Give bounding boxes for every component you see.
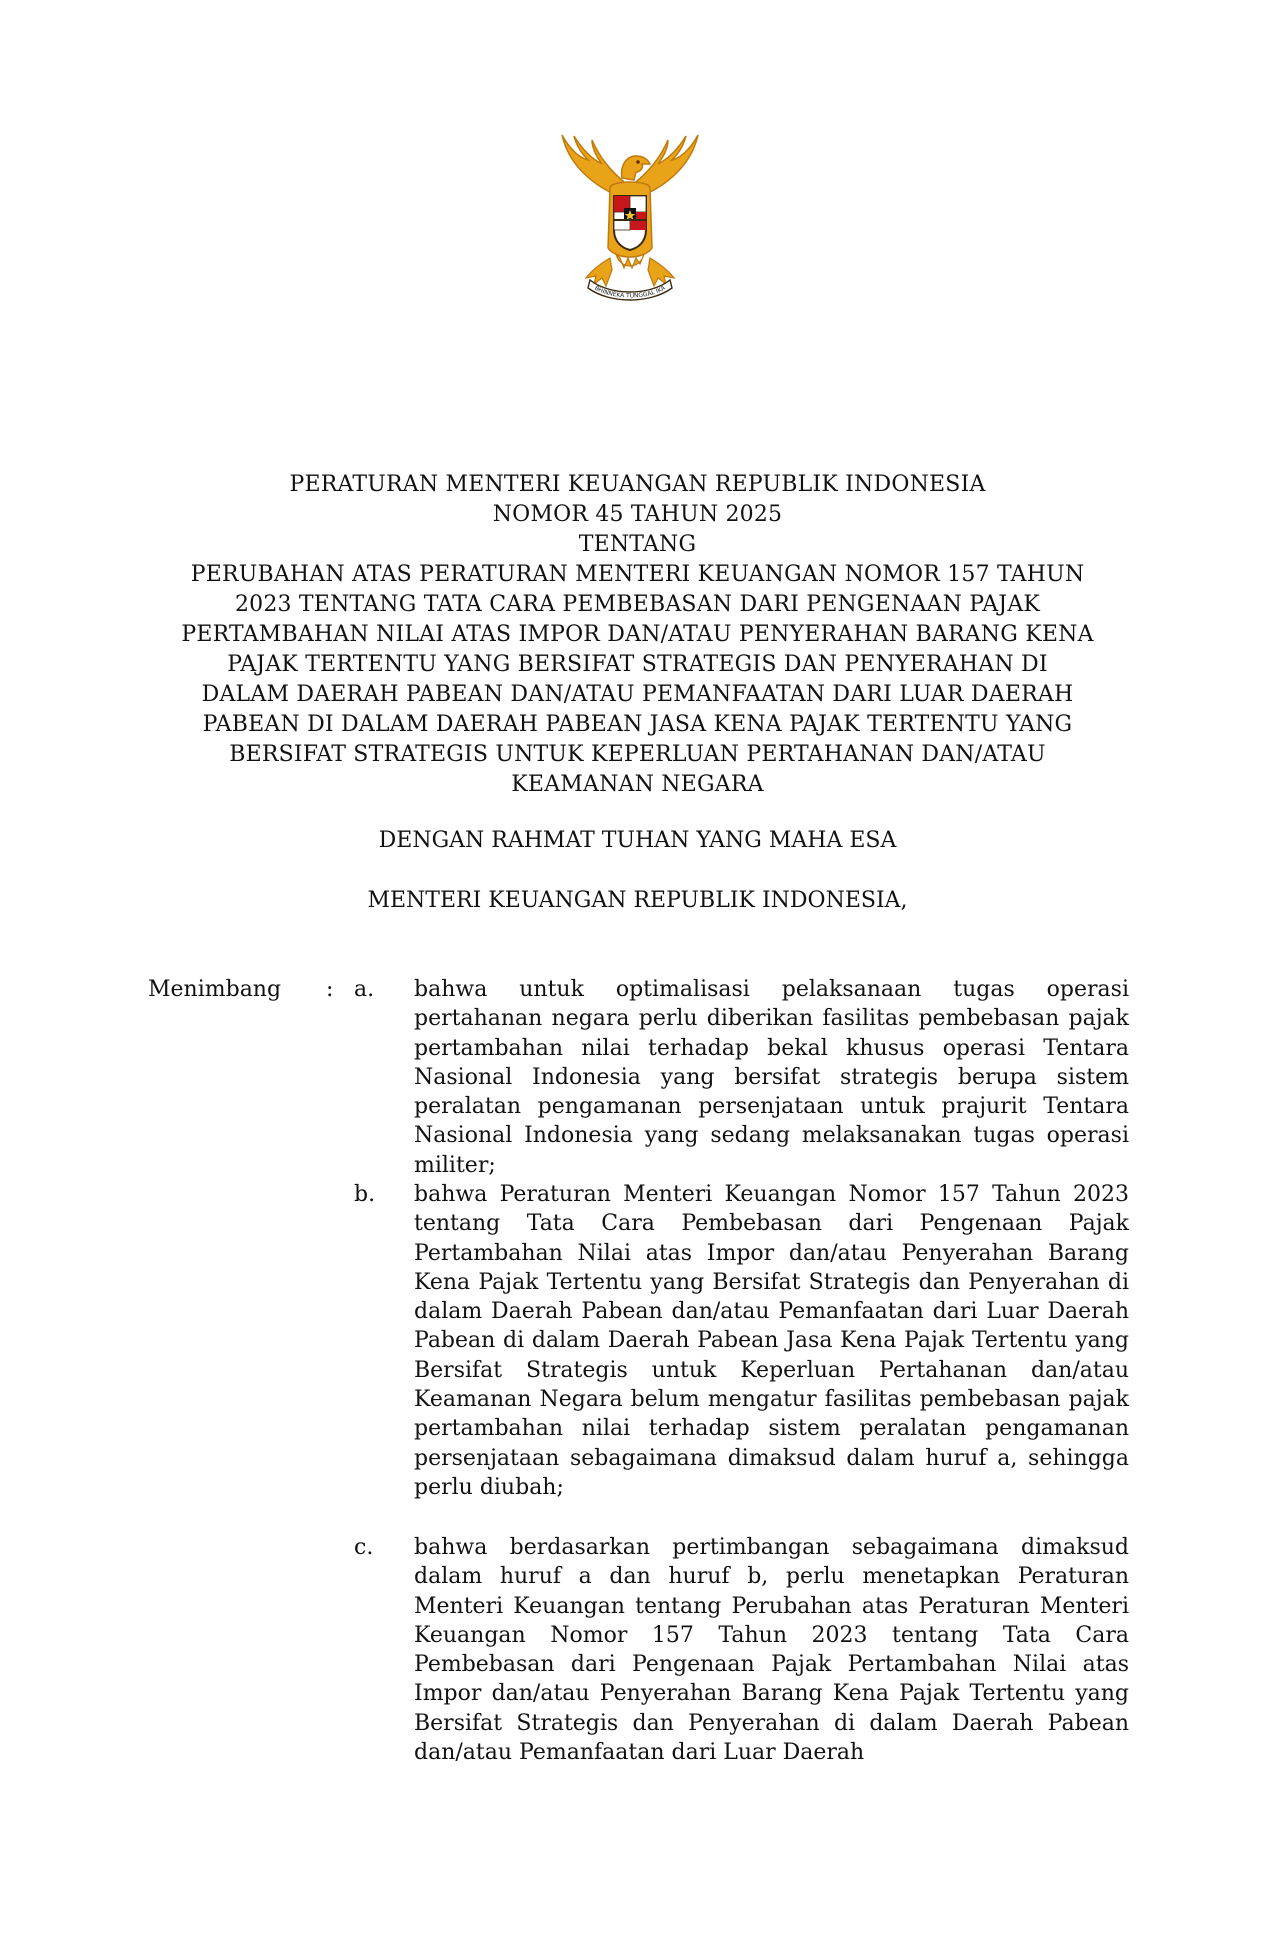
- minister-title: MENTERI KEUANGAN REPUBLIK INDONESIA,: [367, 888, 908, 913]
- garuda-pancasila-emblem-icon: [540, 130, 720, 310]
- consideration-letter-b: b.: [354, 1182, 376, 1207]
- title-line: KEAMANAN NEGARA: [511, 772, 764, 797]
- considering-label: Menimbang: [148, 977, 282, 1002]
- considering-colon: :: [326, 977, 334, 1002]
- consideration-text-c: bahwa berdasarkan pertimbangan sebagaimana dimaksud dalam huruf a dan huruf b, perlu menetapkan Peraturan Menteri Keuangan tentang Perubahan atas Peraturan Menteri Keuangan Nomor 157 Tahun 2023 tentang Tata Cara Pembebasan dari Pengenaan Pajak Pertambahan Nilai atas Impor dan/atau Penyerahan Barang Kena Pajak Tertentu yang Bersifat Strategis dan Penyerahan di dalam Daerah Pabean dan/atau Pemanfaatan dari Luar Daerah: [414, 1535, 1129, 1766]
- title-line: TENTANG: [578, 532, 697, 557]
- emblem-motto: BHINNEKA TUNGGAL IKA: [593, 284, 667, 300]
- title-line: PERUBAHAN ATAS PERATURAN MENTERI KEUANGAN NOMOR 157 TAHUN: [190, 562, 1085, 587]
- title-line: PERATURAN MENTERI KEUANGAN REPUBLIK INDONESIA: [289, 472, 986, 497]
- consideration-text-a: bahwa untuk optimalisasi pelaksanaan tugas operasi pertahanan negara perlu diberikan fasilitas pembebasan pajak pertambahan nilai terhadap bekal khusus operasi Tentara Nasional Indonesia yang bersifat strategis berupa sistem peralatan pengamanan persenjataan untuk prajurit Tentara Nasional Indonesia yang sedang melaksanakan tugas operasi militer;: [414, 977, 1129, 1178]
- title-line: 2023 TENTANG TATA CARA PEMBEBASAN DARI PENGENAAN PAJAK: [234, 592, 1041, 617]
- consideration-letter-c: c.: [354, 1535, 374, 1560]
- consideration-letter-a: a.: [354, 977, 375, 1002]
- consideration-text-b: bahwa Peraturan Menteri Keuangan Nomor 157 Tahun 2023 tentang Tata Cara Pembebasan dari Pengenaan Pajak Pertambahan Nilai atas Impor dan/atau Penyerahan Barang Kena Pajak Tertentu yang Bersifat Strategis dan Penyerahan di dalam Daerah Pabean dan/atau Pemanfaatan dari Luar Daerah Pabean di dalam Daerah Pabean Jasa Kena Pajak Tertentu yang Bersifat Strategis untuk Keperluan Pertahanan dan/atau Keamanan Negara belum mengatur fasilitas pembebasan pajak pertambahan nilai terhadap sistem peralatan pengamanan persenjataan sebagaimana dimaksud dalam huruf a, sehingga perlu diubah;: [414, 1182, 1129, 1500]
- title-line: PAJAK TERTENTU YANG BERSIFAT STRATEGIS DAN PENYERAHAN DI: [227, 652, 1048, 677]
- title-line: DALAM DAERAH PABEAN DAN/ATAU PEMANFAATAN DARI LUAR DAERAH: [201, 682, 1074, 707]
- invocation-text: DENGAN RAHMAT TUHAN YANG MAHA ESA: [378, 828, 897, 853]
- regulation-title: [130, 470, 1145, 800]
- title-line: BERSIFAT STRATEGIS UNTUK KEPERLUAN PERTAHANAN DAN/ATAU: [229, 742, 1046, 767]
- title-line: NOMOR 45 TAHUN 2025: [492, 502, 783, 527]
- title-line: PABEAN DI DALAM DAERAH PABEAN JASA KENA PAJAK TERTENTU YANG: [202, 712, 1073, 737]
- title-line: PERTAMBAHAN NILAI ATAS IMPOR DAN/ATAU PENYERAHAN BARANG KENA: [181, 622, 1094, 647]
